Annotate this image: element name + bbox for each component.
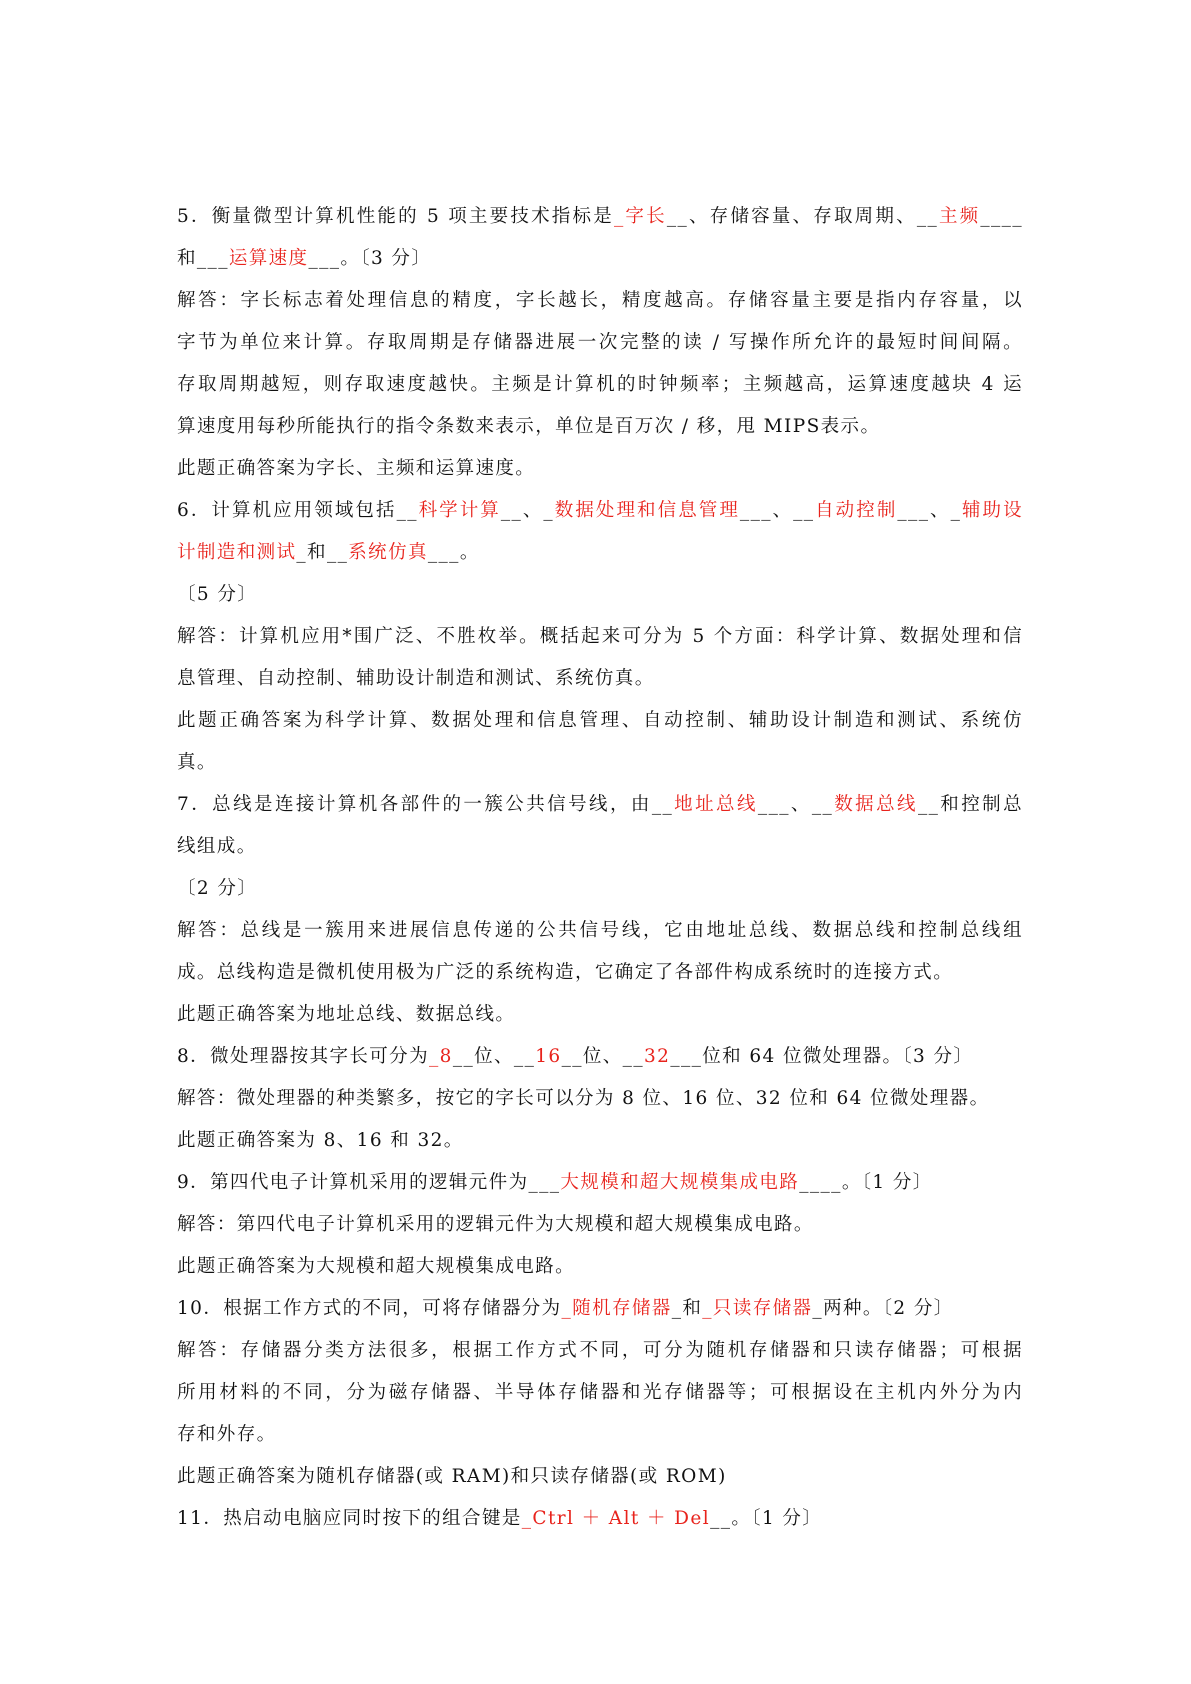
question-text: 9．第四代电子计算机采用的逻辑元件为___ xyxy=(177,1172,561,1193)
document-page xyxy=(177,196,1023,1540)
answer-text: 32 xyxy=(643,1046,671,1067)
question-text: __位、__ xyxy=(561,1046,644,1067)
question-text: _和 xyxy=(671,1298,703,1319)
text-line xyxy=(177,868,1023,910)
text-line xyxy=(177,1036,1023,1078)
text-line xyxy=(177,1204,1023,1246)
text-line xyxy=(177,1288,1023,1330)
question-text: 〔5 分〕 xyxy=(177,584,258,605)
question-text: __、_ xyxy=(500,500,555,521)
text-line xyxy=(177,994,1023,1036)
question-text: 11．热启动电脑应同时按下的组合键是 xyxy=(177,1508,522,1529)
question-text: ___位和 64 位微处理器。〔3 分〕 xyxy=(670,1046,974,1067)
answer-text: 计制造和测试 xyxy=(177,542,297,563)
answer-text: 数据处理和信息管理 xyxy=(554,500,740,521)
text-line xyxy=(177,364,1023,406)
question-text: 此题正确答案为科学计算、数据处理和信息管理、自动控制、辅助设计制造和测试、系统仿 xyxy=(177,710,1023,731)
text-line xyxy=(177,196,1023,238)
question-text: 解答：字长标志着处理信息的精度，字长越长，精度越高。存储容量主要是指内存容量，以 xyxy=(177,290,1023,311)
text-line xyxy=(177,406,1023,448)
text-line xyxy=(177,826,1023,868)
question-text: 此题正确答案为随机存储器(或 RAM)和只读存储器(或 ROM) xyxy=(177,1466,727,1487)
answer-text: 主频 xyxy=(938,206,981,227)
question-text: ___。〔3 分〕 xyxy=(308,248,432,269)
question-text: 5．衡量微型计算机性能的 5 项主要技术指标是 xyxy=(177,206,614,227)
question-text: 息管理、自动控制、辅助设计制造和测试、系统仿真。 xyxy=(177,668,655,689)
answer-text: 科学计算 xyxy=(417,500,501,521)
question-text: ____。〔1 分〕 xyxy=(799,1172,933,1193)
question-text: ___。 xyxy=(427,542,480,563)
question-text: 解答：第四代电子计算机采用的逻辑元件为大规模和超大规模集成电路。 xyxy=(177,1214,814,1235)
question-text: 解答：微处理器的种类繁多，按它的字长可以分为 8 位、16 位、32 位和 64 位微处理器。 xyxy=(177,1088,990,1109)
answer-text: 大规模和超大规模集成电路 xyxy=(560,1172,800,1193)
answer-text: _8 xyxy=(428,1046,453,1067)
answer-text: _只读存储器 xyxy=(702,1298,813,1319)
question-text: 字节为单位来计算。存取周期是存储器进展一次完整的读 / 写操作所允许的最短时间间隔。 xyxy=(177,332,1023,353)
question-text: 此题正确答案为字长、主频和运算速度。 xyxy=(177,458,536,479)
question-text: ___、__ xyxy=(739,500,815,521)
text-line xyxy=(177,1372,1023,1414)
question-text: 算速度用每秒所能执行的指令条数来表示，单位是百万次 / 移，甩 MIPS表示。 xyxy=(177,416,881,437)
text-line xyxy=(177,574,1023,616)
text-line xyxy=(177,1414,1023,1456)
text-line xyxy=(177,238,1023,280)
question-text: __和控制总 xyxy=(917,794,1024,815)
question-text: 解答：计算机应用*围广泛、不胜枚举。概括起来可分为 5 个方面：科学计算、数据处理和信 xyxy=(177,626,1023,647)
answer-text: 地址总线 xyxy=(673,794,758,815)
answer-text: 辅助设 xyxy=(961,500,1023,521)
text-line xyxy=(177,532,1023,574)
question-text: 10．根据工作方式的不同，可将存储器分为 xyxy=(177,1298,562,1319)
answer-text: _Ctrl ＋ Alt ＋ Del xyxy=(521,1508,711,1529)
answer-text: 系统仿真 xyxy=(348,542,428,563)
question-text: 8．微处理器按其字长可分为 xyxy=(177,1046,429,1067)
text-line xyxy=(177,1456,1023,1498)
text-line xyxy=(177,1246,1023,1288)
text-line xyxy=(177,1120,1023,1162)
text-line xyxy=(177,1330,1023,1372)
text-line xyxy=(177,322,1023,364)
question-text: 存和外存。 xyxy=(177,1424,277,1445)
question-text: ___、_ xyxy=(897,500,962,521)
question-text: 存取周期越短，则存取速度越快。主频是计算机的时钟频率；主频越高，运算速度越块 4 运 xyxy=(177,374,1023,395)
answer-text: 16 xyxy=(535,1046,562,1067)
text-line xyxy=(177,742,1023,784)
question-text: 7．总线是连接计算机各部件的一簇公共信号线，由__ xyxy=(177,794,674,815)
text-line xyxy=(177,490,1023,532)
question-text: 真。 xyxy=(177,752,217,773)
answer-text: _字长 xyxy=(613,206,667,227)
text-line xyxy=(177,1162,1023,1204)
answer-text: 数据总线 xyxy=(833,794,918,815)
question-text: __位、__ xyxy=(452,1046,536,1067)
text-line xyxy=(177,700,1023,742)
question-text: 此题正确答案为地址总线、数据总线。 xyxy=(177,1004,516,1025)
answer-text: _随机存储器 xyxy=(561,1298,672,1319)
text-line xyxy=(177,448,1023,490)
text-line xyxy=(177,658,1023,700)
answer-text: 运算速度 xyxy=(228,248,309,269)
question-text: 线组成。 xyxy=(177,836,257,857)
text-line xyxy=(177,784,1023,826)
text-line xyxy=(177,910,1023,952)
question-text: ___、__ xyxy=(757,794,834,815)
question-text: 和___ xyxy=(177,248,229,269)
question-text: 此题正确答案为大规模和超大规模集成电路。 xyxy=(177,1256,576,1277)
question-text: 解答：总线是一簇用来进展信息传递的公共信号线，它由地址总线、数据总线和控制总线组 xyxy=(177,920,1023,941)
question-text: 〔2 分〕 xyxy=(177,878,258,899)
question-text: 所用材料的不同，分为磁存储器、半导体存储器和光存储器等；可根据设在主机内外分为内 xyxy=(177,1382,1023,1403)
question-text: ____ xyxy=(980,206,1023,227)
text-line xyxy=(177,616,1023,658)
question-text: _和__ xyxy=(296,542,349,563)
question-text: 6．计算机应用领域包括__ xyxy=(177,500,418,521)
question-text: _两种。〔2 分〕 xyxy=(812,1298,954,1319)
question-text: 此题正确答案为 8、16 和 32。 xyxy=(177,1130,464,1151)
question-text: __。〔1 分〕 xyxy=(710,1508,823,1529)
question-text: 成。总线构造是微机使用极为广泛的系统构造，它确定了各部件构成系统时的连接方式。 xyxy=(177,962,954,983)
text-line xyxy=(177,952,1023,994)
question-text: __、存储容量、存取周期、__ xyxy=(666,206,939,227)
answer-text: 自动控制 xyxy=(814,500,898,521)
text-line xyxy=(177,1498,1023,1540)
text-line xyxy=(177,280,1023,322)
question-text: 解答：存储器分类方法很多，根据工作方式不同，可分为随机存储器和只读存储器；可根据 xyxy=(177,1340,1023,1361)
text-line xyxy=(177,1078,1023,1120)
